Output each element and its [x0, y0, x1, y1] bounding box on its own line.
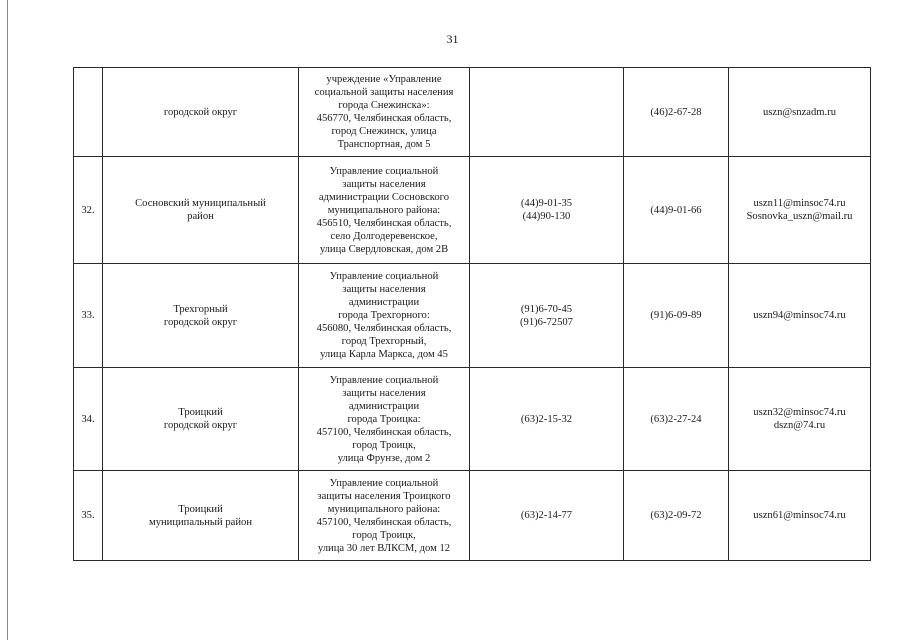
page-number: 31 [446, 32, 459, 46]
row-number: 35. [74, 471, 103, 561]
agency-address [299, 68, 470, 157]
cell-line: социальной защиты населения [314, 87, 454, 98]
cell-line: муниципального района: [327, 204, 441, 216]
cell-line: село Долгодеревенское, [330, 230, 438, 242]
cell-line: (91)6-70-45 [520, 303, 573, 315]
agency-address [299, 264, 470, 368]
table-row [74, 471, 871, 561]
cell-line: (44)9-01-35 [520, 198, 573, 209]
cell-line: (63)2-15-32 [520, 413, 573, 425]
cell-line: Sosnovka_uszn@mail.ru [746, 211, 853, 222]
agency-address [299, 368, 470, 471]
row-number: 34. [74, 368, 103, 471]
agency-address [299, 157, 470, 264]
cell-line: учреждение «Управление [326, 74, 442, 85]
table-row [74, 68, 871, 157]
cell-line: защиты населения [342, 284, 426, 295]
cell-line: Транспортная, дом 5 [337, 139, 431, 150]
contacts-table [73, 67, 871, 561]
municipality-name [103, 368, 299, 471]
cell-line: Управление социальной [329, 477, 439, 489]
cell-line: улица Свердловская, дом 2В [319, 243, 449, 255]
cell-line: 456770, Челябинская область, [316, 113, 452, 124]
cell-line: администрации Сосновского [318, 191, 450, 203]
cell-line: город Троицк, [352, 529, 416, 541]
page-edge-rule [7, 0, 8, 640]
cell-line: Сосновский муниципальный [135, 198, 266, 209]
cell-line: город Трехгорный, [341, 336, 427, 347]
phone-numbers [470, 157, 624, 264]
cell-line: защиты населения [342, 387, 426, 399]
cell-line: муниципальный район [149, 516, 252, 528]
cell-line: uszn32@minsoc74.ru [753, 407, 846, 418]
cell-line: город Снежинск, улица [331, 126, 437, 137]
cell-line: (91)6-72507 [520, 316, 573, 328]
cell-line: Управление социальной [329, 271, 439, 282]
cell-line: 457100, Челябинская область, [316, 426, 452, 438]
cell-line: район [187, 211, 214, 222]
row-number [74, 68, 103, 157]
cell-line: (63)2-27-24 [650, 413, 702, 425]
municipality-name [103, 264, 299, 368]
municipality-name [103, 471, 299, 561]
cell-line: администрации [348, 297, 420, 308]
municipality-name [103, 68, 299, 157]
phone-numbers [470, 264, 624, 368]
row-number: 32. [74, 157, 103, 264]
row-number: 33. [74, 264, 103, 368]
cell-line: улица Фрунзе, дом 2 [337, 452, 431, 464]
municipality-name [103, 157, 299, 264]
cell-line: города Троицка: [347, 413, 421, 425]
cell-line: городской округ [163, 420, 238, 431]
cell-line: Управление социальной [329, 374, 439, 386]
fax-number [624, 68, 729, 157]
cell-line: городской округ [163, 316, 238, 328]
email-addresses [729, 471, 871, 561]
cell-line: Троицкий [178, 407, 223, 418]
cell-line: 457100, Челябинская область, [316, 516, 452, 528]
cell-line: Троицкий [178, 503, 223, 515]
cell-line: защиты населения [342, 178, 426, 190]
cell-line: города Снежинска»: [338, 100, 430, 111]
cell-line: (46)2-67-28 [650, 106, 702, 118]
cell-line: (91)6-09-89 [650, 310, 702, 321]
cell-line: Управление социальной [329, 165, 439, 177]
cell-line: город Троицк, [352, 439, 416, 451]
cell-line: (63)2-14-77 [520, 510, 573, 521]
email-addresses [729, 68, 871, 157]
fax-number [624, 264, 729, 368]
phone-numbers [470, 471, 624, 561]
cell-line: улица 30 лет ВЛКСМ, дом 12 [317, 542, 451, 554]
cell-line: (44)9-01-66 [650, 204, 702, 216]
fax-number [624, 157, 729, 264]
cell-line: городской округ [163, 106, 238, 118]
cell-line: 456080, Челябинская область, [316, 323, 452, 334]
cell-line: администрации [348, 400, 420, 412]
cell-line: муниципального района: [327, 503, 441, 515]
fax-number [624, 368, 729, 471]
cell-line: Трехгорный [173, 303, 228, 315]
cell-line: 456510, Челябинская область, [316, 217, 452, 229]
email-addresses [729, 264, 871, 368]
cell-line: (44)90-130 [522, 211, 571, 222]
cell-line: uszn11@minsoc74.ru [753, 198, 846, 209]
phone-numbers [470, 68, 624, 157]
fax-number [624, 471, 729, 561]
table-row [74, 264, 871, 368]
cell-line: uszn61@minsoc74.ru [753, 510, 846, 521]
table-row [74, 157, 871, 264]
cell-line: (63)2-09-72 [650, 510, 702, 521]
email-addresses [729, 157, 871, 264]
cell-line: dszn@74.ru [773, 420, 826, 431]
cell-line: улица Карла Маркса, дом 45 [320, 349, 448, 360]
cell-line: защиты населения Троицкого [317, 490, 451, 502]
email-addresses [729, 368, 871, 471]
phone-numbers [470, 368, 624, 471]
table-row [74, 368, 871, 471]
cell-line: uszn@snzadm.ru [762, 106, 836, 118]
contacts-table-body [74, 68, 871, 561]
agency-address [299, 471, 470, 561]
cell-line: города Трехгорного: [338, 310, 430, 321]
cell-line: uszn94@minsoc74.ru [753, 310, 846, 321]
